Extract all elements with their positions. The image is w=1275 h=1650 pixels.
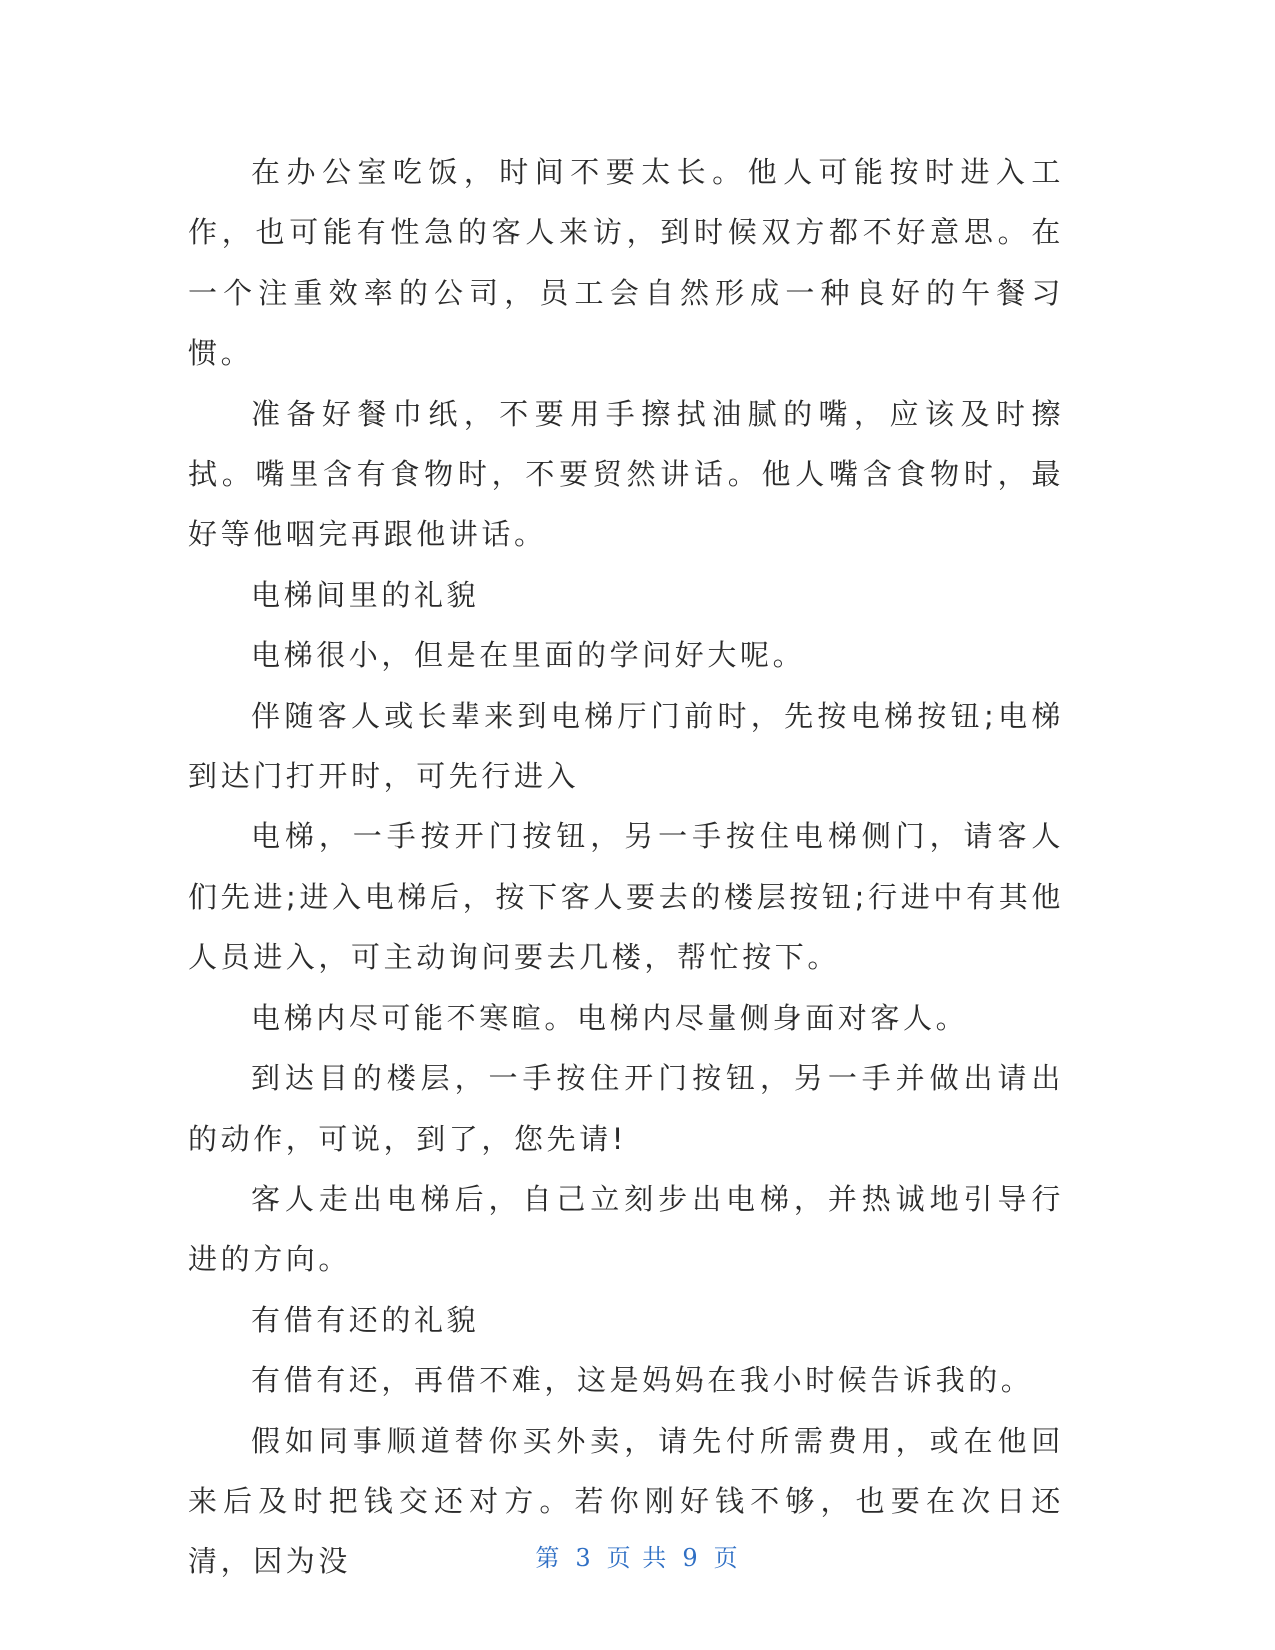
footer-total-pages: 9: [682, 1544, 700, 1572]
page-footer: [0, 1538, 1275, 1573]
paragraph-borrowing-intro: 有借有还，再借不难，这是妈妈在我小时候告诉我的。: [251, 1363, 1034, 1398]
footer-suffix: 页: [713, 1544, 740, 1572]
footer-middle: 页 共: [606, 1544, 669, 1572]
paragraph-elevator-greeting: 电梯内尽可能不寒暄。电梯内尽量侧身面对客人。: [251, 1000, 969, 1035]
footer-prefix: 第: [535, 1544, 562, 1572]
section-heading-borrowing: 有借有还的礼貌: [251, 1302, 480, 1337]
footer-current-page: 3: [575, 1544, 593, 1572]
section-heading-elevator: 电梯间里的礼貌: [251, 577, 480, 612]
paragraph-elevator-inside: 电梯，一手按开门按钮，另一手按住电梯侧门，请客人们先进;进入电梯后，按下客人要去的楼层按钮;行进中有其他人员进入，可主动询问要去几楼，帮忙按下。: [188, 819, 1064, 975]
paragraph-elevator-arrive: 伴随客人或长辈来到电梯厅门前时，先按电梯按钮;电梯到达门打开时，可先行进入: [188, 698, 1064, 794]
paragraph-elevator-intro: 电梯很小，但是在里面的学问好大呢。: [251, 638, 806, 673]
paragraph-borrowing-takeout: 假如同事顺道替你买外卖，请先付所需费用，或在他回来后及时把钱交还对方。若你刚好钱不够，也要在次日还清，因为没: [188, 1423, 1064, 1579]
paragraph-elevator-exit: 到达目的楼层，一手按住开门按钮，另一手并做出请出的动作，可说，到了，您先请!: [188, 1061, 1064, 1156]
paragraph-elevator-guide: 客人走出电梯后，自己立刻步出电梯，并热诚地引导行进的方向。: [188, 1181, 1064, 1277]
document-body: [188, 142, 1064, 1592]
paragraph-lunch-time: 在办公室吃饭，时间不要太长。他人可能按时进入工作，也可能有性急的客人来访，到时候双方都不好意思。在一个注重效率的公司，员工会自然形成一种良好的午餐习惯。: [188, 155, 1064, 371]
paragraph-napkin: 准备好餐巾纸，不要用手擦拭油腻的嘴，应该及时擦拭。嘴里含有食物时，不要贸然讲话。他人嘴含食物时，最好等他咽完再跟他讲话。: [188, 396, 1064, 552]
